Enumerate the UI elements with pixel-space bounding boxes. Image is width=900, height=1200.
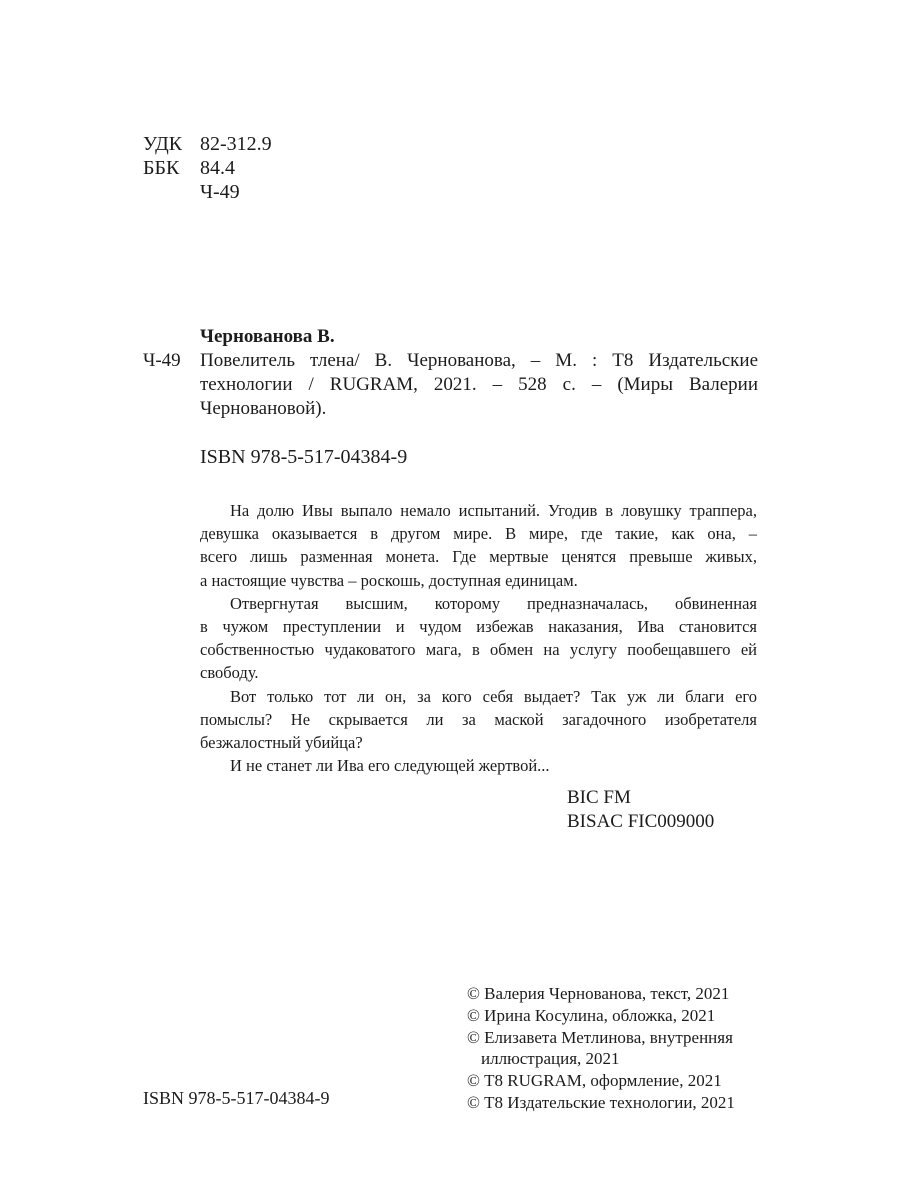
abstract-line: помыслы? Не скрывается ли за маской загадочного изобретателя [200, 709, 757, 729]
bbk-row: ББК 84.4 [143, 157, 235, 179]
abstract-paragraph [200, 754, 757, 777]
subject-codes [567, 786, 714, 834]
isbn-bottom: ISBN 978-5-517-04384-9 [143, 1088, 330, 1108]
copyright-line: © Ирина Косулина, обложка, 2021 [467, 1005, 716, 1025]
classification-codes [143, 132, 272, 204]
abstract-line: Вот только тот ли он, за кого себя выдает? Так уж ли благи его [230, 686, 757, 706]
copyright-line: © Т8 Издательские технологии, 2021 [467, 1092, 735, 1112]
copyright-line: © Елизавета Метлинова, внутренняя [467, 1027, 733, 1047]
abstract-paragraph [200, 685, 757, 755]
author-sign-row: Ч-49 [200, 181, 240, 203]
abstract-paragraph [200, 592, 757, 685]
udk-row: УДК 82-312.9 [143, 133, 272, 155]
abstract-line: девушка оказывается в другом мире. В мире, где такие, как она, – [200, 524, 757, 544]
author-sign: Ч-49 [143, 350, 181, 371]
bibliographic-entry [143, 325, 758, 421]
copyright-line: © Валерия Чернованова, текст, 2021 [467, 984, 730, 1003]
abstract-line: собственностью чудаковатого мага, в обмен на услугу пообещавшего ей [200, 640, 757, 660]
entry-line: технологии / RUGRAM, 2021. – 528 с. – (Миры Валерии [200, 374, 758, 395]
abstract-line: безжалостный убийца? [200, 733, 363, 753]
abstract-line: И не станет ли Ива его следующей жертвой... [230, 756, 550, 776]
abstract-line: в чужом преступлении и чудом избежав наказания, Ива становится [200, 617, 757, 637]
abstract-line: а настоящие чувства – роскошь, доступная единицам. [200, 570, 578, 590]
abstract-paragraph [200, 499, 757, 592]
author-name: Чернованова В. [200, 326, 335, 347]
abstract-line: всего лишь разменная монета. Где мертвые ценятся превыше живых, [200, 547, 757, 567]
abstract-line: свободу. [200, 663, 259, 683]
isbn: ISBN 978-5-517-04384-9 [200, 446, 408, 468]
abstract-line: На долю Ивы выпало немало испытаний. Угодив в ловушку траппера, [230, 501, 757, 520]
copyright-block [467, 983, 735, 1114]
entry-line: Повелитель тлена/ В. Чернованова, – М. : Т8 Издательские [200, 350, 758, 371]
abstract-line: Отвергнутая высшим, которому предназначалась, обвиненная [230, 593, 757, 613]
bisac-code: BISAC FIC009000 [567, 811, 715, 832]
copyright-line: иллюстрация, 2021 [481, 1049, 620, 1069]
entry-line: Черновановой). [200, 398, 327, 419]
bic-code: BIC FM [567, 787, 631, 808]
abstract [200, 499, 757, 777]
copyright-line: © Т8 RUGRAM, оформление, 2021 [467, 1071, 722, 1091]
